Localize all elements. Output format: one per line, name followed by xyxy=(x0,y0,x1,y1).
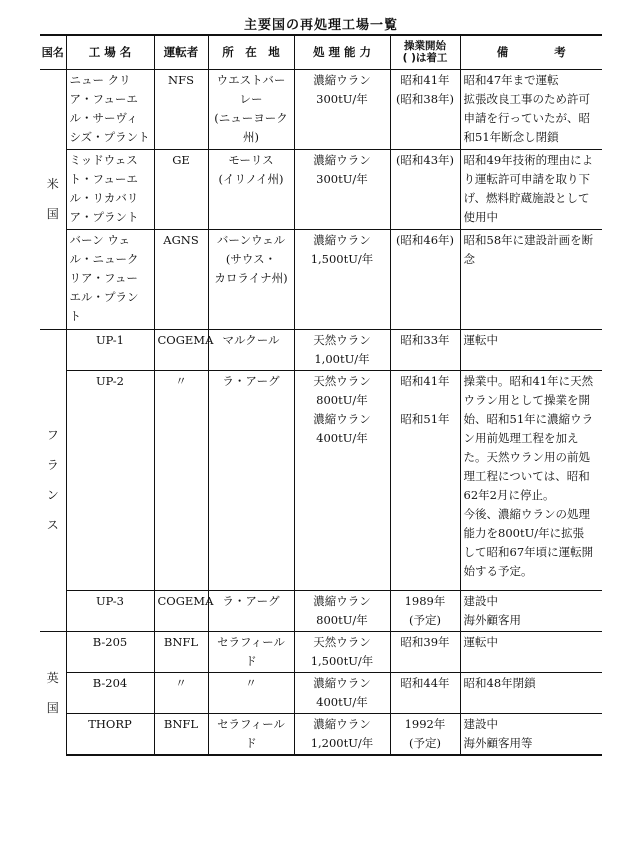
country-cell xyxy=(40,631,66,755)
operator-cell: GE xyxy=(154,149,208,229)
start-date-cell: 昭和44年 xyxy=(390,672,460,713)
remarks-cell: 運転中 xyxy=(460,329,602,370)
start-date-cell: 昭和39年 xyxy=(390,631,460,672)
table-row xyxy=(40,672,602,713)
capacity-cell: 濃縮ウラン 800tU/年 xyxy=(294,590,390,631)
location-cell: モーリス (イリノイ州) xyxy=(208,149,294,229)
table-row xyxy=(40,69,602,149)
operator-cell: 〃 xyxy=(154,672,208,713)
table-row xyxy=(40,149,602,229)
table-row xyxy=(40,590,602,631)
operator-cell: NFS xyxy=(154,69,208,149)
country-cell xyxy=(40,69,66,329)
country-char: 国 xyxy=(46,207,59,221)
location-cell: セラフィールド xyxy=(208,713,294,755)
plant-name-cell: バーン ウェ ル・ニューク リア・フュー エル・プラン ト xyxy=(66,229,154,329)
start-date-cell: (昭和46年) xyxy=(390,229,460,329)
operator-cell: BNFL xyxy=(154,713,208,755)
remarks-cell: 建設中 海外顧客用等 xyxy=(460,713,602,755)
plant-name-cell: ミッドウェス ト・フューエ ル・リカバリ ア・プラント xyxy=(66,149,154,229)
operator-cell: COGEMA xyxy=(154,329,208,370)
country-cell xyxy=(40,329,66,631)
table-body xyxy=(40,69,602,755)
start-date-cell: (昭和43年) xyxy=(390,149,460,229)
operator-cell: COGEMA xyxy=(154,590,208,631)
capacity-cell: 濃縮ウラン 300tU/年 xyxy=(294,149,390,229)
plant-name-cell: B-205 xyxy=(66,631,154,672)
country-char: ン xyxy=(46,488,59,502)
country-char: ス xyxy=(46,518,59,532)
remarks-cell: 運転中 xyxy=(460,631,602,672)
start-date-cell: 1989年 (予定) xyxy=(390,590,460,631)
capacity-cell: 濃縮ウラン 1,500tU/年 xyxy=(294,229,390,329)
operator-cell: BNFL xyxy=(154,631,208,672)
header-start-line1: 操業開始 xyxy=(404,40,446,53)
location-cell: ウエストバー レー (ニューヨーク州) xyxy=(208,69,294,149)
header-capacity: 処 理 能 力 xyxy=(294,35,390,69)
plant-name-cell: ニュー クリ ア・フューエ ル・サーヴィ シズ・プラント xyxy=(66,69,154,149)
header-start xyxy=(390,35,460,69)
remarks-cell: 建設中 海外顧客用 xyxy=(460,590,602,631)
plant-name-cell: THORP xyxy=(66,713,154,755)
document-title: 主要国の再処理工場一覧 xyxy=(243,18,398,33)
start-date-cell: 1992年 (予定) xyxy=(390,713,460,755)
remarks-cell: 昭和49年技術的理由によ り運転許可申請を取り下 げ、燃料貯蔵施設として 使用中 xyxy=(460,149,602,229)
remarks-cell: 昭和48年閉鎖 xyxy=(460,672,602,713)
location-cell: セラフィールド xyxy=(208,631,294,672)
location-cell: ラ・アーグ xyxy=(208,590,294,631)
operator-cell: AGNS xyxy=(154,229,208,329)
table-row xyxy=(40,329,602,370)
capacity-cell: 濃縮ウラン 300tU/年 xyxy=(294,69,390,149)
start-date-cell: 昭和41年 (昭和38年) xyxy=(390,69,460,149)
location-cell: バーンウェル (サウス・ カロライナ州) xyxy=(208,229,294,329)
header-country: 国名 xyxy=(40,35,66,69)
plant-name-cell: B-204 xyxy=(66,672,154,713)
country-char: ラ xyxy=(46,458,59,472)
table-header-row xyxy=(40,35,602,69)
plant-name-cell: UP-3 xyxy=(66,590,154,631)
operator-cell: 〃 xyxy=(154,370,208,590)
plant-name-cell: UP-1 xyxy=(66,329,154,370)
plant-name-cell: UP-2 xyxy=(66,370,154,590)
table-row xyxy=(40,713,602,755)
remarks-cell: 操業中。昭和41年に天然 ウラン用として操業を開 始、昭和51年に濃縮ウラ ン用前処理工程を加え た。天然ウラン用の前処 理工程については、昭和 62年2月に停止。 今後、濃縮ウランの処理 能力を800tU/年に拡張 して昭和67年頃に運転開 始する予定。 xyxy=(460,370,602,590)
table-row xyxy=(40,631,602,672)
country-char: 国 xyxy=(46,701,59,715)
location-cell: マルクール xyxy=(208,329,294,370)
remarks-cell: 昭和47年まで運転 拡張改良工事のため許可 申請を行っていたが、昭 和51年断念し閉鎖 xyxy=(460,69,602,149)
capacity-cell: 濃縮ウラン 1,200tU/年 xyxy=(294,713,390,755)
capacity-cell: 濃縮ウラン 400tU/年 xyxy=(294,672,390,713)
header-start-line2: ( )は着工 xyxy=(402,52,448,65)
header-plant: 工 場 名 xyxy=(66,35,154,69)
capacity-cell: 天然ウラン 1,00tU/年 xyxy=(294,329,390,370)
reprocessing-plants-table xyxy=(40,34,602,756)
remarks-cell: 昭和58年に建設計画を断 念 xyxy=(460,229,602,329)
table-row xyxy=(40,370,602,590)
header-operator: 運転者 xyxy=(154,35,208,69)
header-location: 所 在 地 xyxy=(208,35,294,69)
country-char: 英 xyxy=(46,671,59,685)
start-date-cell: 昭和41年 昭和51年 xyxy=(390,370,460,590)
location-cell: 〃 xyxy=(208,672,294,713)
country-char: 米 xyxy=(46,177,59,191)
start-date-cell: 昭和33年 xyxy=(390,329,460,370)
capacity-cell: 天然ウラン 800tU/年 濃縮ウラン 400tU/年 xyxy=(294,370,390,590)
country-char: フ xyxy=(46,428,59,442)
location-cell: ラ・アーグ xyxy=(208,370,294,590)
header-remarks: 備 考 xyxy=(460,35,602,69)
table-row xyxy=(40,229,602,329)
capacity-cell: 天然ウラン 1,500tU/年 xyxy=(294,631,390,672)
